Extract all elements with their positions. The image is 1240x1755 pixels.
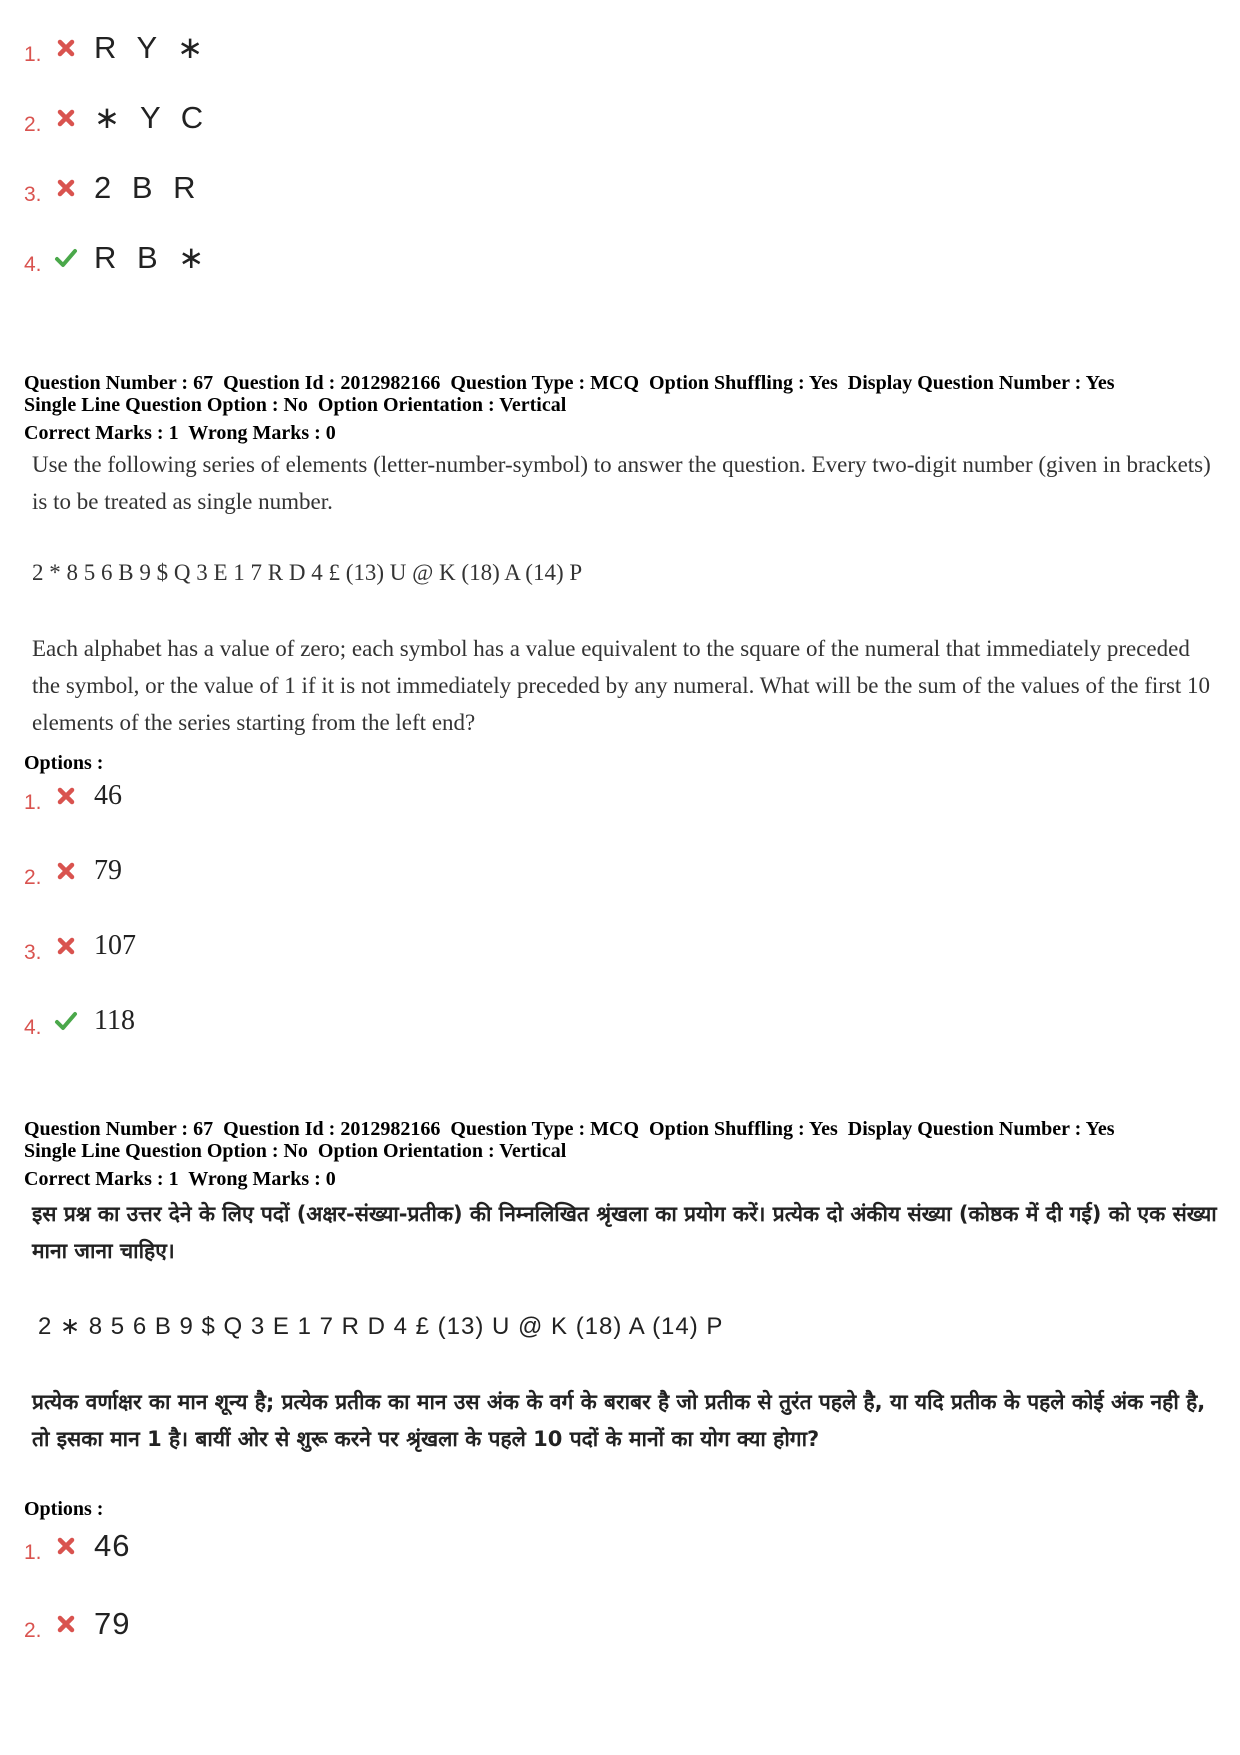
option-text: R Y ∗	[94, 30, 210, 65]
option-number: 4.	[24, 253, 42, 276]
element-series: 2 ∗ 8 5 6 B 9 $ Q 3 E 1 7 R D 4 £ (13) U @ K (18) A (14) P	[38, 1313, 724, 1340]
option-text: 79	[94, 1606, 131, 1641]
option-text: 107	[94, 930, 136, 961]
cross-icon	[54, 36, 78, 60]
question-meta-line2: Single Line Question Option : No Option Orientation : Vertical	[24, 1140, 567, 1162]
check-icon	[54, 246, 78, 270]
question-marks: Correct Marks : 1 Wrong Marks : 0	[24, 422, 336, 444]
check-icon	[54, 1009, 78, 1033]
cross-icon	[54, 1534, 78, 1558]
question-instruction: Use the following series of elements (letter-number-symbol) to answer the question. Every two-digit number (given in brackets) is to be treated as single number.	[32, 452, 1211, 514]
question-instruction: इस प्रश्न का उत्तर देने के लिए पदों (अक्षर-संख्या-प्रतीक) की निम्नलिखित श्रृंखला का प्रयोग करें। प्रत्येक दो अंकीय संख्या (कोष्ठक में दी गई) को एक संख्या माना जाना चाहिए।	[32, 1202, 1217, 1263]
option-item	[24, 926, 136, 966]
cross-icon	[54, 784, 78, 808]
option-item	[24, 1526, 130, 1566]
option-number: 3.	[24, 941, 42, 964]
cross-icon	[54, 859, 78, 883]
option-item	[24, 1604, 130, 1644]
option-item	[24, 238, 210, 278]
option-number: 4.	[24, 1016, 42, 1039]
option-text: 46	[94, 780, 122, 811]
option-number: 3.	[24, 183, 42, 206]
options-label: Options :	[24, 1498, 104, 1520]
option-text: ∗ Y C	[94, 100, 210, 135]
cross-icon	[54, 106, 78, 130]
option-text: R B ∗	[94, 240, 211, 275]
option-number: 2.	[24, 866, 42, 889]
option-item	[24, 168, 202, 208]
options-label: Options :	[24, 752, 104, 774]
option-number: 1.	[24, 791, 42, 814]
question-text: प्रत्येक वर्णाक्षर का मान शून्य है; प्रत्येक प्रतीक का मान उस अंक के वर्ग के बराबर है जो प्रतीक से तुरंत पहले है, या यदि प्रतीक के पहले कोई अंक नही है, तो इसका मान 1 है। बायीं ओर से शुरू करने पर श्रृंखला के पहले 10 पदों के मानों का योग क्या होगा?	[32, 1390, 1206, 1451]
option-item	[24, 28, 209, 68]
question-meta-line1: Question Number : 67 Question Id : 2012982166 Question Type : MCQ Option Shuffling : Yes Display Question Number : Yes	[24, 1118, 1115, 1140]
question-meta-line2: Single Line Question Option : No Option Orientation : Vertical	[24, 394, 567, 416]
option-text: 46	[94, 1528, 131, 1563]
option-number: 1.	[24, 43, 42, 66]
option-number: 2.	[24, 113, 42, 136]
cross-icon	[54, 934, 78, 958]
option-number: 2.	[24, 1619, 42, 1642]
cross-icon	[54, 176, 78, 200]
option-item	[24, 1001, 135, 1041]
option-item	[24, 851, 122, 891]
element-series: 2 * 8 5 6 B 9 $ Q 3 E 1 7 R D 4 £ (13) U @ K (18) A (14) P	[32, 560, 583, 585]
cross-icon	[54, 1612, 78, 1636]
option-item	[24, 98, 209, 138]
option-text: 79	[94, 855, 122, 886]
option-text: 118	[94, 1005, 135, 1036]
question-marks: Correct Marks : 1 Wrong Marks : 0	[24, 1168, 336, 1190]
option-item	[24, 776, 122, 816]
question-meta-line1: Question Number : 67 Question Id : 2012982166 Question Type : MCQ Option Shuffling : Yes Display Question Number : Yes	[24, 372, 1115, 394]
option-number: 1.	[24, 1541, 42, 1564]
question-text: Each alphabet has a value of zero; each symbol has a value equivalent to the square of the numeral that immediately preceded the symbol, or the value of 1 if it is not immediately preceded by any numeral. What will be the sum of the values of the first 10 elements of the series starting from the left end?	[32, 636, 1211, 735]
option-text: 2 B R	[94, 170, 202, 205]
